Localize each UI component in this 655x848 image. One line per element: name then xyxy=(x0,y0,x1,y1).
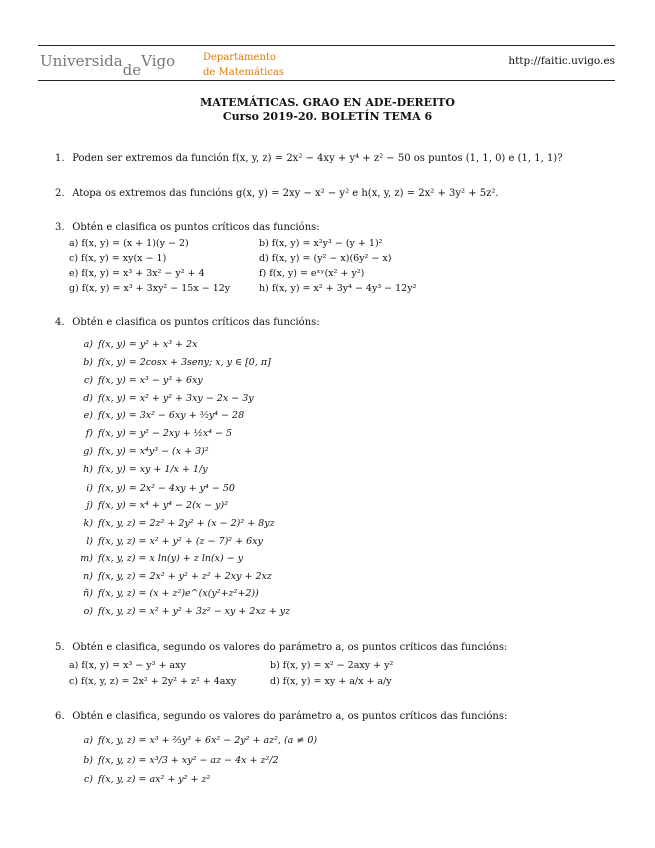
ex4-item: a) f(x, y) = y² + x³ + 2x xyxy=(83,339,198,350)
ex3-item-d: d) f(x, y) = (y² − x)(6y² − x) xyxy=(259,253,392,264)
university-logo: UniversidadeVigo xyxy=(40,52,176,79)
document-title: MATEMÁTICAS. GRAO EN ADE-DEREITO xyxy=(200,96,455,109)
header-bottom-rule xyxy=(38,80,615,81)
exercise-1: 1. Poden ser extremos da función f(x, y, z) = 2x² − 4xy + y⁴ + z² − 50 os puntos (1, 1, 0) e (1, 1, 1)? xyxy=(55,153,563,164)
exercise-2: 2. Atopa os extremos das funcións g(x, y) = 2xy − x² − y² e h(x, y, z) = 2x² + 3y² + 5z². xyxy=(55,188,499,199)
ex4-item: ñ) f(x, y, z) = (x + z²)e^(x(y²+z²+2)) xyxy=(83,588,259,599)
header-url[interactable]: http://faitic.uvigo.es xyxy=(508,55,615,67)
header-top-rule xyxy=(38,45,615,46)
ex4-item: o) f(x, y, z) = x² + y² + 3z² − xy + 2xz + yz xyxy=(83,606,291,617)
ex4-item: b) f(x, y) = 2cosx + 3seny; x, y ∈ [0, π] xyxy=(83,357,271,368)
department-name: Departamento de Matemáticas xyxy=(203,52,284,78)
ex4-item: f) f(x, y) = y² − 2xy + ½x⁴ − 5 xyxy=(85,428,233,439)
ex3-item-g: g) f(x, y) = x³ + 3xy² − 15x − 12y xyxy=(69,283,231,294)
ex6-item: c) f(x, y, z) = ax² + y² + z² xyxy=(83,774,211,785)
ex4-item: m) f(x, y, z) = x ln(y) + z ln(x) − y xyxy=(80,553,244,564)
ex5-item-b: b) f(x, y) = x² − 2axy + y² xyxy=(270,660,394,671)
ex6-item: a) f(x, y, z) = x³ + ²⁄₃y³ + 6x² − 2y² + az², (a ≠ 0) xyxy=(83,735,318,746)
ex4-item: i) f(x, y) = 2x² − 4xy + y⁴ − 50 xyxy=(86,483,235,494)
exercise-6: 6. Obtén e clasifica, segundo os valores do parámetro a, os puntos críticos das funcións: xyxy=(55,711,508,722)
ex3-item-a: a) f(x, y) = (x + 1)(y − 2) xyxy=(69,238,189,249)
ex4-item: c) f(x, y) = x³ − y³ + 6xy xyxy=(83,375,203,386)
ex5-item-d: d) f(x, y) = xy + a/x + a/y xyxy=(270,676,392,687)
ex4-item: k) f(x, y, z) = 2z² + 2y² + (x − 2)² + 8yz xyxy=(83,518,275,529)
ex4-item: l) f(x, y, z) = x² + y² + (z − 7)² + 6xy xyxy=(86,536,263,547)
ex4-item: h) f(x, y) = xy + 1/x + 1/y xyxy=(83,464,208,475)
ex3-item-f: f) f(x, y) = eˣʸ(x² + y²) xyxy=(259,268,365,279)
ex4-item: e) f(x, y) = 3x² − 6xy + ³⁄₂y⁴ − 28 xyxy=(83,410,245,421)
exercise-3: 3. Obtén e clasifica os puntos críticos das funcións: xyxy=(55,222,320,233)
exercise-4: 4. Obtén e clasifica os puntos críticos das funcións: xyxy=(55,317,320,328)
ex4-item: d) f(x, y) = x² + y² + 3xy − 2x − 3y xyxy=(83,393,254,404)
document-subtitle: Curso 2019-20. BOLETÍN TEMA 6 xyxy=(222,110,433,123)
ex5-item-a: a) f(x, y) = x³ − y³ + axy xyxy=(69,660,186,671)
ex3-item-b: b) f(x, y) = x²y³ − (y + 1)² xyxy=(259,238,383,249)
ex3-item-h: h) f(x, y) = x² + 3y⁴ − 4y³ − 12y² xyxy=(259,283,417,294)
ex6-item: b) f(x, y, z) = x³/3 + xy² − az − 4x + z²/2 xyxy=(83,755,279,766)
ex3-item-e: e) f(x, y) = x³ + 3x² − y² + 4 xyxy=(69,268,205,279)
ex4-item: j) f(x, y) = x⁴ + y⁴ − 2(x − y)² xyxy=(86,500,229,511)
ex4-item: g) f(x, y) = x⁴y³ − (x + 3)² xyxy=(83,446,209,457)
ex4-item: n) f(x, y, z) = 2x² + y² + z² + 2xy + 2xz xyxy=(83,571,272,582)
exercise-5: 5. Obtén e clasifica, segundo os valores do parámetro a, os puntos críticos das funcións: xyxy=(55,642,508,653)
ex3-item-c: c) f(x, y) = xy(x − 1) xyxy=(69,253,167,264)
ex5-item-c: c) f(x, y, z) = 2x² + 2y² + z² + 4axy xyxy=(69,676,237,687)
